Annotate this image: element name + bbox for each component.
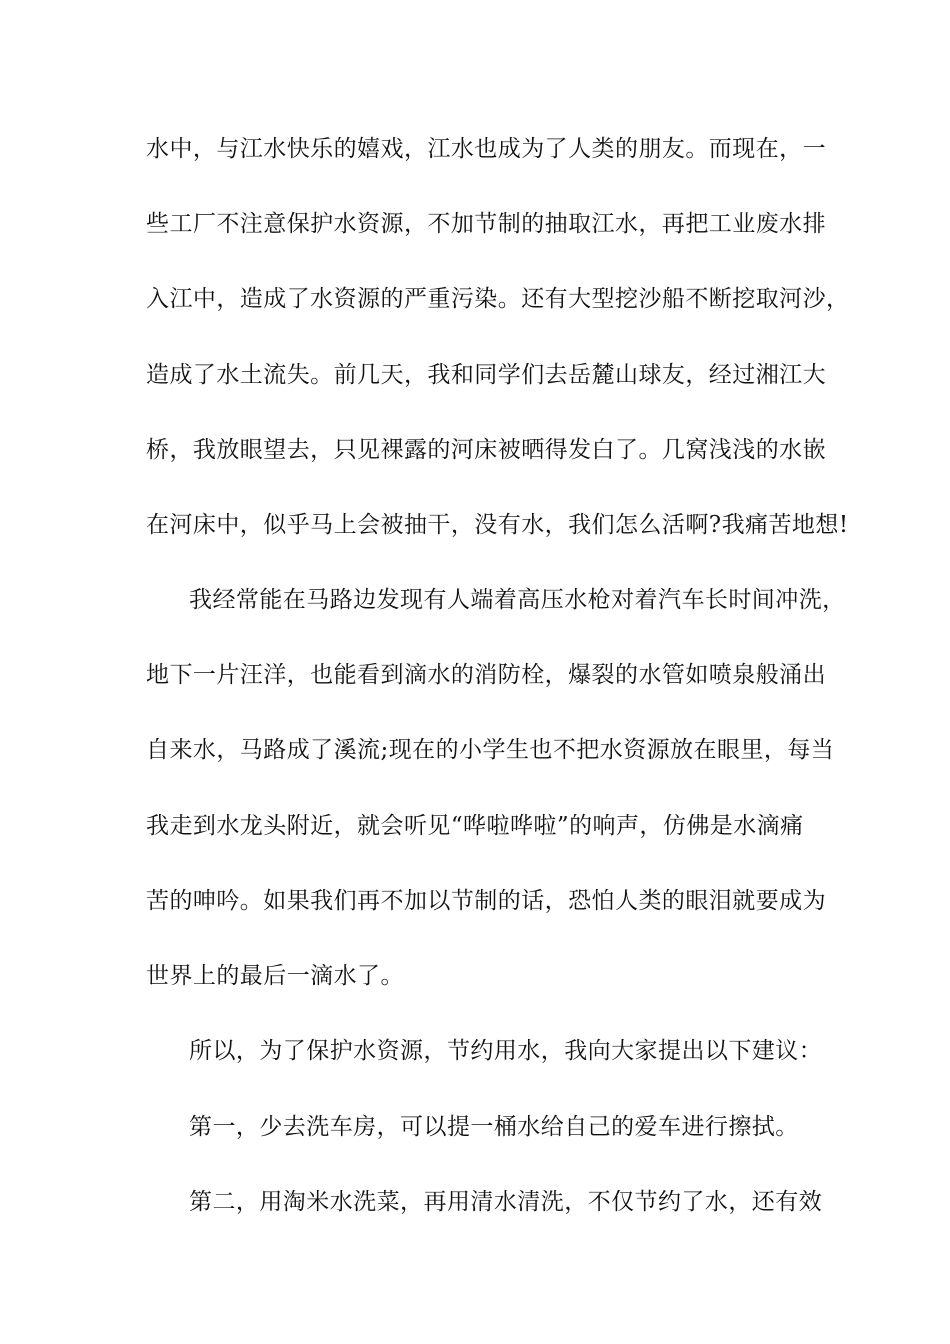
paragraph-line: 我走到水龙头附近，就会听见“哗啦哗啦”的响声，仿佛是水滴痛	[146, 813, 804, 839]
paragraph-line: 桥，我放眼望去，只见裸露的河床被晒得发白了。几窝浅浅的水嵌	[146, 437, 827, 463]
paragraph-line: 苦的呻吟。如果我们再不加以节制的话，恐怕人类的眼泪就要成为	[146, 888, 827, 914]
paragraph-line: 地下一片汪洋，也能看到滴水的消防栓，爆裂的水管如喷泉般涌出	[146, 662, 827, 688]
paragraph-line: 造成了水土流失。前几天，我和同学们去岳麓山球友，经过湘江大	[146, 362, 827, 388]
paragraph-line: 世界上的最后一滴水了。	[146, 963, 404, 989]
paragraph-line: 水中，与江水快乐的嬉戏，江水也成为了人类的朋友。而现在，一	[146, 136, 827, 162]
paragraph-line: 所以，为了保护水资源，节约用水，我向大家提出以下建议：	[189, 1038, 823, 1064]
paragraph-line: 些工厂不注意保护水资源，不加节制的抽取江水，再把工业废水排	[146, 211, 827, 237]
paragraph-line: 我经常能在马路边发现有人端着高压水枪对着汽车长时间冲洗，	[189, 587, 846, 613]
paragraph-line: 入江中，造成了水资源的严重污染。还有大型挖沙船不断挖取河沙，	[146, 286, 850, 312]
paragraph-line: 第一，少去洗车房，可以提一桶水给自己的爱车进行擦拭。	[189, 1114, 799, 1140]
paragraph-line: 在河床中，似乎马上会被抽干，没有水，我们怎么活啊?我痛苦地想!	[146, 512, 849, 538]
paragraph-line: 自来水，马路成了溪流;现在的小学生也不把水资源放在眼里，每当	[146, 737, 835, 763]
paragraph-line: 第二，用淘米水洗菜，再用清水清洗，不仅节约了水，还有效	[189, 1189, 823, 1215]
